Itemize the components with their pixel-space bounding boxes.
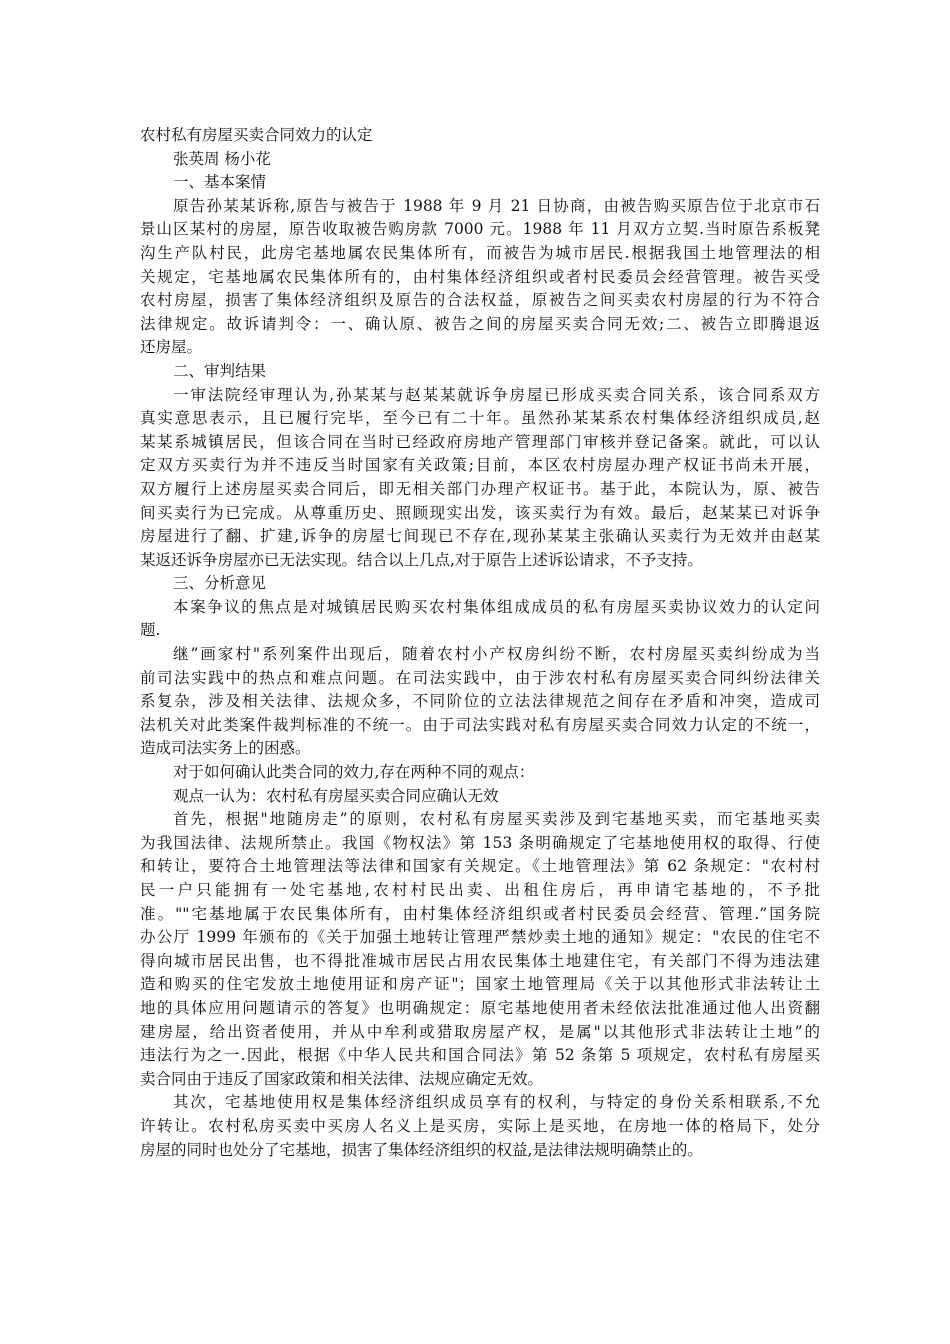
text-line: 民一户只能拥有一处宅基地,农村村民出卖、出租住房后，再申请宅基地的，不予批 [140, 881, 820, 899]
paragraph-3 [140, 596, 820, 643]
text-line: 观点一认为：农村私有房屋买卖合同应确认无效 [173, 786, 499, 805]
text-line: 系复杂，涉及相关法律、法规众多，不同阶位的立法法律规范之间存在矛盾和冲突，造成司 [140, 692, 820, 711]
paragraph-7 [140, 808, 820, 1091]
text-line: 法机关对此类案件裁判标准的不统一。由于司法实践对私有房屋买卖合同效力认定的不统一， [140, 715, 820, 734]
paragraph-4 [140, 643, 820, 761]
text-line: 对于如何确认此类合同的效力,存在两种不同的观点： [173, 763, 535, 782]
text-line: 前司法实践中的热点和难点问题。在司法实践中，由于涉农村私有房屋买卖合同纠纷法律关 [140, 668, 820, 687]
text-line: 农村房屋，损害了集体经济组织及原告的合法权益，原被告之间买卖农村房屋的行为不符合 [140, 291, 820, 310]
text-line: 卖合同由于违反了国家政策和相关法律、法规应确定无效。 [140, 1069, 544, 1088]
text-line: 定双方买卖行为并不违反当时国家有关政策;目前，本区农村房屋办理产权证书尚未开展， [140, 456, 820, 475]
text-line: 继”画家村"系列案件出现后，随着农村小产权房纠纷不断，农村房屋买卖纠纷成为当 [173, 645, 820, 664]
text-line: 房屋的同时也处分了宅基地，损害了集体经济组织的权益,是法律法规明确禁止的。 [140, 1140, 703, 1159]
section-heading-1: 一、基本案情 [173, 173, 267, 192]
text-line: 得向城市居民出售，也不得批准城市居民占用农民集体土地建住宅，有关部门不得为违法建 [140, 951, 820, 970]
text-line: 某返还诉争房屋亦已无法实现。结合以上几点,对于原告上述诉讼请求，不予支持。 [140, 550, 703, 569]
text-line: 办公厅 1999 年颁布的《关于加强土地转让管理严禁炒卖土地的通知》规定："农民的住宅不 [140, 928, 820, 947]
text-line: 造和购买的住宅发放土地使用证和房产证"；国家土地管理局《关于以其他形式非法转让土 [140, 975, 820, 994]
text-line: 违法行为之一.因此，根据《中华人民共和国合同法》第 52 条第 5 项规定，农村私有房屋买 [140, 1046, 820, 1065]
text-line: 某某系城镇居民，但该合同在当时已经政府房地产管理部门审核并登记备案。就此，可以认 [140, 432, 820, 451]
text-line: 一审法院经审理认为,孙某某与赵某某就诉争房屋已形成买卖合同关系，该合同系双方 [173, 385, 820, 404]
text-line: 间买卖行为已完成。从尊重历史、照顾现实出发，该买卖行为有效。最后，赵某某已对诉争 [140, 503, 820, 522]
section-heading-3: 三、分析意见 [173, 574, 267, 593]
text-line: 其次，宅基地使用权是集体经济组织成员享有的权利，与特定的身份关系相联系,不允 [173, 1093, 820, 1112]
paragraph-5 [140, 761, 820, 785]
paragraph-1 [140, 195, 820, 360]
text-line: 本案争议的焦点是对城镇居民购买农村集体组成成员的私有房屋买卖协议效力的认定问 [173, 597, 820, 616]
text-line: 为我国法律、法规所禁止。我国《物权法》第 153 条明确规定了宅基地使用权的取得、行使 [140, 833, 820, 852]
document-page [140, 124, 820, 1162]
text-line: 房屋进行了翻、扩建,诉争的房屋七间现已不存在,现孙某某主张确认买卖行为无效并由赵某 [140, 527, 820, 546]
text-line: 建房屋，给出资者使用，并从中牟利或猎取房屋产权，是属"以其他形式非法转让土地”的 [140, 1022, 820, 1041]
paragraph-8 [140, 1091, 820, 1162]
paragraph-6 [140, 785, 820, 809]
document-authors: 张英周 杨小花 [173, 149, 271, 168]
text-line: 准。""宅基地属于农民集体所有，由村集体经济组织或者村民委员会经营、管理.”国务院 [140, 904, 820, 923]
text-line: 法律规定。故诉请判令：一、确认原、被告之间的房屋买卖合同无效;二、被告立即腾退返 [140, 314, 820, 333]
text-line: 还房屋。 [140, 338, 203, 357]
text-line: 沟生产队村民，此房宅基地属农民集体所有，而被告为城市居民.根据我国土地管理法的相 [140, 243, 820, 262]
text-line: 题. [140, 621, 161, 640]
text-line: 造成司法实务上的困惑。 [140, 739, 311, 758]
document-title: 农村私有房屋买卖合同效力的认定 [140, 126, 373, 144]
text-line: 许转让。农村私房买卖中买房人名义上是买房，实际上是买地，在房地一体的格局下，处分 [140, 1116, 820, 1135]
section-heading-2: 二、审判结果 [173, 361, 267, 380]
text-line: 关规定，宅基地属农民集体所有的，由村集体经济组织或者村民委员会经营管理。被告买受 [140, 267, 820, 286]
text-line: 真实意思表示，且已履行完毕，至今已有二十年。虽然孙某某系农村集体经济组织成员,赵 [140, 409, 820, 428]
paragraph-2 [140, 384, 820, 573]
text-line: 地的具体应用问题请示的答复》也明确规定：原宅基地使用者未经依法批准通过他人出资翻 [140, 998, 820, 1017]
text-line: 原告孙某某诉称,原告与被告于 1988 年 9 月 21 日协商，由被告购买原告位于北京市石 [173, 196, 820, 215]
text-line: 首先，根据"地随房走”的原则，农村私有房屋买卖涉及到宅基地买卖，而宅基地买卖 [173, 810, 820, 829]
text-line: 景山区某村的房屋，原告收取被告购房款 7000 元。1988 年 11 月双方立契.当时原告系板凳 [140, 220, 820, 239]
text-line: 和转让，要符合土地管理法等法律和国家有关规定。《土地管理法》第 62 条规定："农村村 [140, 857, 820, 876]
text-line: 双方履行上述房屋买卖合同后，即无相关部门办理产权证书。基于此，本院认为，原、被告 [140, 479, 820, 498]
